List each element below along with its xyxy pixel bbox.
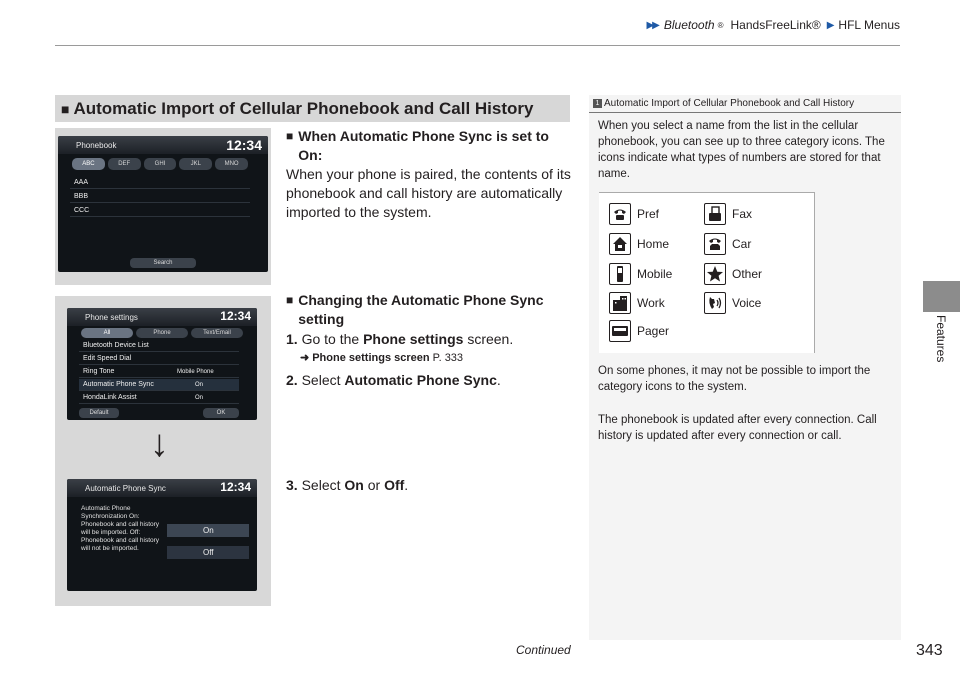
phonebook-screenshot-frame	[55, 128, 271, 285]
list-item[interactable]	[70, 190, 250, 203]
legend-label: Work	[637, 296, 665, 310]
legend-item-home	[609, 233, 669, 255]
row-value: On	[195, 382, 204, 388]
legend-label: Home	[637, 237, 670, 251]
settings-tabs	[81, 328, 243, 338]
note-icon: 1	[593, 99, 602, 108]
note-paragraph: On some phones, it may not be possible to import the category icons to the system.	[598, 365, 871, 393]
list-item[interactable]	[70, 176, 250, 189]
fax-icon	[704, 203, 726, 225]
breadcrumb-arrow-icon: ▶	[826, 19, 833, 31]
step-emphasis: Off	[384, 477, 405, 493]
page-number: 343	[916, 642, 943, 659]
reference-page: P. 333	[432, 352, 464, 364]
paragraph: When your phone is paired, the contents of its phonebook and call history are automatically imported to the system.	[286, 166, 571, 220]
note-paragraph: When you select a name from the list in the cellular phonebook, you can see up to three category icons. The icons indicate what types of numbers are stored for that name.	[598, 120, 885, 180]
legend-item-other	[704, 263, 762, 285]
step-number: 3.	[286, 477, 298, 493]
section-title: Automatic Import of Cellular Phonebook and Call History	[73, 98, 534, 118]
pager-icon	[609, 320, 631, 342]
list-item[interactable]	[70, 204, 250, 217]
clock: 12:34	[220, 309, 251, 323]
step-emphasis: Automatic Phone Sync	[344, 372, 497, 388]
subheading-text: When Automatic Phone Sync is set to On:	[298, 128, 549, 163]
legend-item-fax	[704, 203, 752, 225]
home-icon	[609, 233, 631, 255]
mobile-phone-icon	[609, 263, 631, 285]
subheading-text: Changing the Automatic Phone Sync setting	[298, 292, 544, 327]
alpha-tabs	[72, 158, 248, 170]
row-value: Mobile Phone	[177, 369, 214, 375]
row-label: Bluetooth Device List	[83, 342, 149, 349]
chapter-label: Features	[934, 315, 948, 363]
step-3	[286, 476, 571, 495]
row-value: On	[195, 395, 204, 401]
subheading	[286, 127, 571, 165]
tab-all[interactable]: All	[81, 328, 133, 338]
step-emphasis: Phone settings	[363, 331, 464, 347]
breadcrumb-menus: HFL Menus	[838, 18, 900, 32]
automatic-phone-sync-screen	[67, 479, 257, 591]
entry-name: BBB	[74, 193, 89, 200]
step-text: or	[367, 477, 381, 493]
sync-off-option[interactable]: Off	[167, 546, 249, 559]
subheading	[286, 291, 571, 329]
settings-row[interactable]	[79, 366, 239, 378]
step-text: Go to the	[301, 331, 360, 347]
legend-item-car	[704, 233, 751, 255]
entry-name: AAA	[74, 179, 89, 186]
continued-label: Continued	[516, 643, 571, 657]
header-rule	[55, 45, 900, 46]
row-label: Edit Speed Dial	[83, 355, 132, 362]
breadcrumb-bluetooth: Bluetooth	[663, 18, 715, 32]
registered-mark: ®	[717, 20, 724, 30]
tab-jkl[interactable]: JKL	[179, 158, 212, 170]
step-text: Select	[301, 372, 341, 388]
settings-row[interactable]	[79, 379, 239, 391]
pref-phone-icon	[609, 203, 631, 225]
settings-row[interactable]	[79, 340, 239, 352]
legend-label: Car	[732, 237, 752, 251]
note-paragraph: The phonebook is updated after every connection. Call history is updated after every connection or call.	[598, 414, 877, 442]
breadcrumb-arrow-icon: ▶▶	[646, 19, 658, 31]
search-button[interactable]: Search	[130, 258, 196, 268]
down-arrow-icon: ↓	[150, 423, 169, 465]
step-number: 1.	[286, 331, 298, 347]
sync-on-option[interactable]: On	[167, 524, 249, 537]
phonebook-screen	[58, 136, 268, 272]
step-emphasis: On	[344, 477, 364, 493]
step-number: 2.	[286, 372, 298, 388]
legend-label: Other	[732, 267, 763, 281]
legend-label: Pager	[637, 324, 670, 338]
chapter-tab	[923, 281, 960, 312]
breadcrumb	[646, 18, 900, 32]
note-heading	[589, 95, 901, 113]
tab-text-email[interactable]: Text/Email	[191, 328, 243, 338]
phone-settings-screen	[67, 308, 257, 420]
step-text: screen.	[467, 331, 514, 347]
clock: 12:34	[226, 137, 262, 153]
step-1	[286, 330, 571, 349]
reference-arrow-icon: ➜	[300, 352, 310, 364]
step-text: .	[496, 372, 501, 388]
default-button[interactable]: Default	[79, 408, 119, 418]
legend-label: Mobile	[637, 267, 673, 281]
settings-row[interactable]	[79, 392, 239, 404]
step-text: Select	[301, 477, 341, 493]
screen-title: Automatic Phone Sync	[85, 483, 166, 493]
voice-icon	[704, 292, 726, 314]
section-square-icon: ■	[61, 100, 70, 117]
legend-item-work	[609, 292, 665, 314]
section-heading	[55, 95, 570, 122]
tab-def[interactable]: DEF	[108, 158, 141, 170]
breadcrumb-hfl: HandsFreeLink®	[730, 18, 821, 32]
legend-item-pager	[609, 320, 669, 342]
note-title: Automatic Import of Cellular Phonebook and Call History	[604, 97, 855, 109]
screen-title: Phonebook	[76, 140, 117, 150]
square-icon: ■	[286, 293, 294, 307]
reference-title: Phone settings screen	[312, 352, 430, 364]
row-label: HondaLink Assist	[83, 394, 137, 401]
step-2	[286, 371, 571, 390]
category-icon-legend	[599, 192, 815, 353]
clock: 12:34	[220, 480, 251, 494]
ok-button[interactable]: OK	[203, 408, 239, 418]
changing-setting-block	[286, 291, 571, 390]
settings-row[interactable]	[79, 353, 239, 365]
note-panel	[589, 95, 901, 640]
row-label: Automatic Phone Sync	[83, 381, 154, 388]
tab-mno[interactable]: MNO	[215, 158, 248, 170]
sync-description: Automatic Phone Synchronization On: Phonebook and call history will be imported. Off: Phonebook and call history will not be imported.	[81, 505, 160, 552]
square-icon: ■	[286, 129, 294, 143]
work-building-icon	[609, 292, 631, 314]
legend-item-voice	[704, 292, 761, 314]
tab-phone[interactable]: Phone	[136, 328, 188, 338]
star-icon	[704, 263, 726, 285]
entry-name: CCC	[74, 207, 90, 214]
legend-label: Pref	[637, 207, 660, 221]
legend-label: Voice	[732, 296, 762, 310]
tab-ghi[interactable]: GHI	[144, 158, 177, 170]
page-reference-link[interactable]	[300, 349, 571, 368]
screen-title: Phone settings	[85, 312, 138, 322]
step-text: .	[404, 477, 409, 493]
car-phone-icon	[704, 233, 726, 255]
legend-label: Fax	[732, 207, 753, 221]
row-label: Ring Tone	[83, 368, 115, 375]
tab-abc[interactable]: ABC	[72, 158, 105, 170]
sync-on-block	[286, 127, 571, 222]
legend-item-pref	[609, 203, 659, 225]
legend-item-mobile	[609, 263, 672, 285]
